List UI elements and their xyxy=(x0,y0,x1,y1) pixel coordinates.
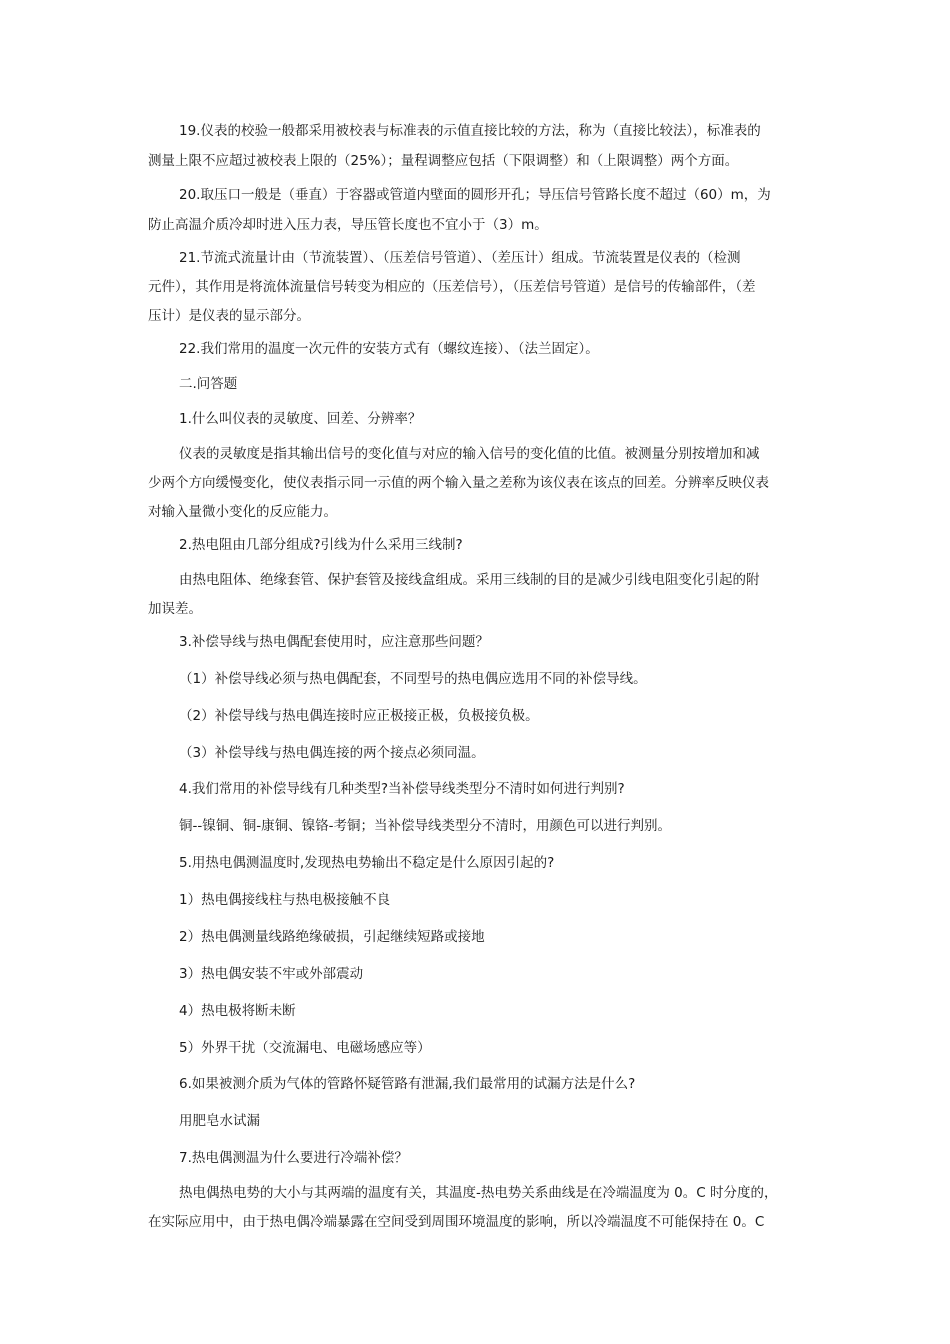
qa5-item-2: 2）热电偶测量线路绝缘破损，引起继续短路或接地 xyxy=(179,929,485,945)
section-title: 二.问答题 xyxy=(179,376,238,392)
qa3-item-1: （1）补偿导线必须与热电偶配套，不同型号的热电偶应选用不同的补偿导线。 xyxy=(179,671,647,687)
qa6-question: 6.如果被测介质为气体的管路怀疑管路有泄漏,我们最常用的试漏方法是什么? xyxy=(179,1076,636,1092)
q21-line-3: 压计）是仪表的显示部分。 xyxy=(148,308,310,324)
qa4-question: 4.我们常用的补偿导线有几种类型?当补偿导线类型分不清时如何进行判别? xyxy=(179,781,625,797)
q22-line: 22.我们常用的温度一次元件的安装方式有（螺纹连接）、（法兰固定）。 xyxy=(179,341,599,357)
qa1-answer-line-3: 对输入量微小变化的反应能力。 xyxy=(148,504,337,520)
qa2-answer-line-1: 由热电阻体、绝缘套管、保护套管及接线盒组成。采用三线制的目的是减少引线电阻变化引起的附 xyxy=(179,572,760,588)
qa5-item-5: 5）外界干扰（交流漏电、电磁场感应等） xyxy=(179,1040,431,1056)
qa7-answer-line-2: 在实际应用中，由于热电偶冷端暴露在空间受到周围环境温度的影响，所以冷端温度不可能保持在 0。C xyxy=(148,1214,765,1230)
qa1-answer-line-2: 少两个方向缓慢变化，使仪表指示同一示值的两个输入量之差称为该仪表在该点的回差。分辨率反映仪表 xyxy=(148,475,769,491)
q21-line-2: 元件），其作用是将流体流量信号转变为相应的（压差信号），（压差信号管道）是信号的传输部件，（差 xyxy=(148,279,756,295)
qa3-item-3: （3）补偿导线与热电偶连接的两个接点必须同温。 xyxy=(179,745,485,761)
qa5-item-4: 4）热电极将断未断 xyxy=(179,1003,296,1019)
qa7-question: 7.热电偶测温为什么要进行冷端补偿？ xyxy=(179,1150,408,1166)
q19-line-2: 测量上限不应超过被校表上限的（25%）；量程调整应包括（下限调整）和（上限调整）两个方面。 xyxy=(148,153,739,169)
qa7-answer-line-1: 热电偶热电势的大小与其两端的温度有关，其温度-热电势关系曲线是在冷端温度为 0。C 时分度的， xyxy=(179,1185,778,1201)
q19-line-1: 19.仪表的校验一般都采用被校表与标准表的示值直接比较的方法，称为（直接比较法），标准表的 xyxy=(179,123,761,139)
qa3-question: 3.补偿导线与热电偶配套使用时，应注意那些问题？ xyxy=(179,634,489,650)
q20-line-1: 20.取压口一般是（垂直）于容器或管道内壁面的圆形开孔；导压信号管路长度不超过（60）m，为 xyxy=(179,187,771,203)
qa5-question: 5.用热电偶测温度时,发现热电势输出不稳定是什么原因引起的? xyxy=(179,855,555,871)
qa2-question: 2.热电阻由几部分组成?引线为什么采用三线制? xyxy=(179,537,463,553)
qa5-item-1: 1）热电偶接线柱与热电极接触不良 xyxy=(179,892,391,908)
qa6-answer: 用肥皂水试漏 xyxy=(179,1113,260,1129)
qa5-item-3: 3）热电偶安装不牢或外部震动 xyxy=(179,966,364,982)
qa1-answer-line-1: 仪表的灵敏度是指其输出信号的变化值与对应的输入信号的变化值的比值。被测量分别按增加和减 xyxy=(179,446,760,462)
q20-line-2: 防止高温介质冷却时进入压力表，导压管长度也不宜小于（3）m。 xyxy=(148,217,548,233)
qa1-question: 1.什么叫仪表的灵敏度、回差、分辨率？ xyxy=(179,411,422,427)
q21-line-1: 21.节流式流量计由（节流装置）、（压差信号管道）、（差压计）组成。节流装置是仪表的（检测 xyxy=(179,250,741,266)
qa2-answer-line-2: 加误差。 xyxy=(148,601,202,617)
qa3-item-2: （2）补偿导线与热电偶连接时应正极接正极，负极接负极。 xyxy=(179,708,539,724)
qa4-answer: 铜--镍铜、铜-康铜、镍铬-考铜；当补偿导线类型分不清时，用颜色可以进行判别。 xyxy=(179,818,671,834)
